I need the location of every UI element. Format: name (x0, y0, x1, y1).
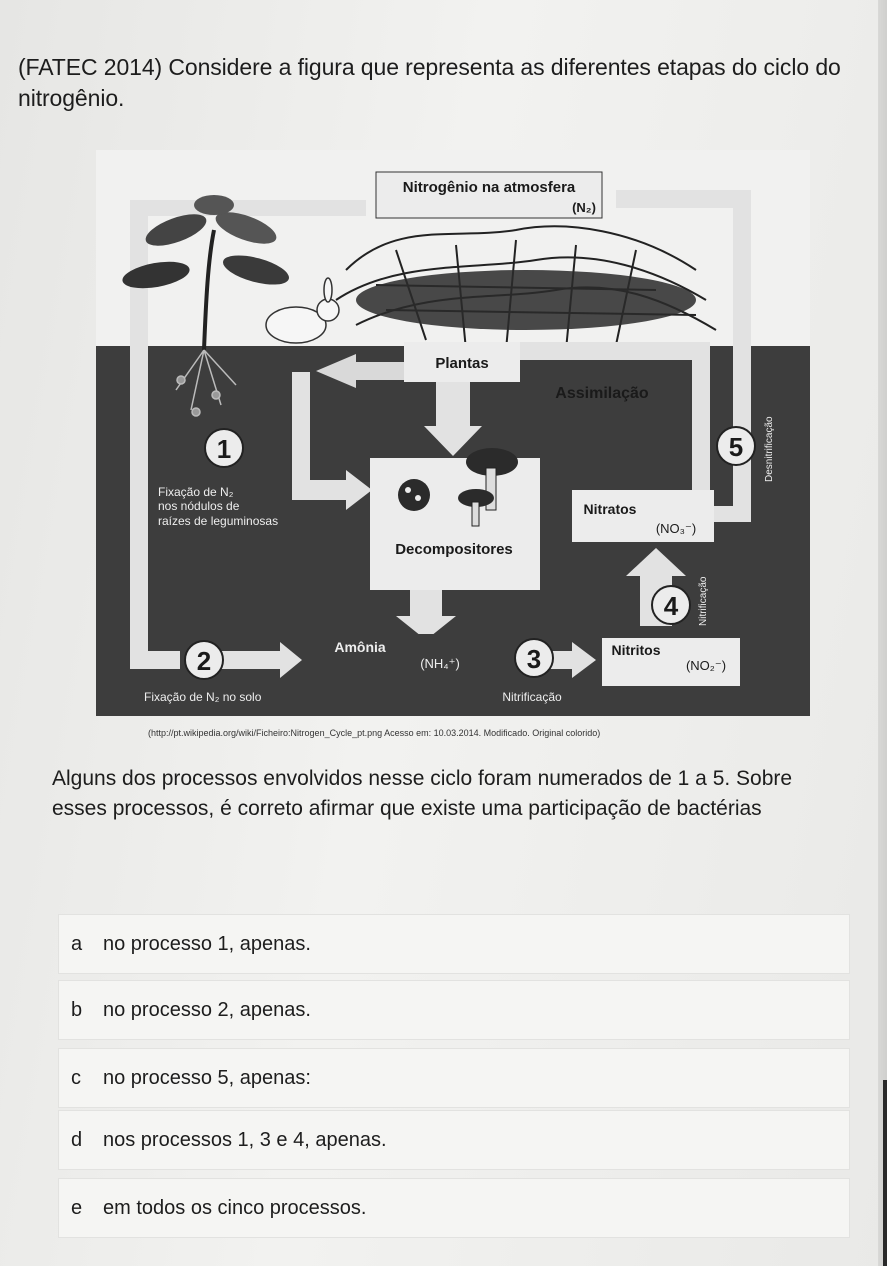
step-5-marker (717, 427, 755, 465)
fixation-nodules-line3: raízes de leguminosas (158, 514, 279, 528)
fixation-soil-label: Fixação de N₂ no solo (144, 690, 262, 704)
step-3-number: 3 (526, 644, 542, 674)
nitrates-formula: (NO₃⁻) (655, 521, 697, 536)
option-a-letter: a (71, 932, 83, 955)
option-a-text: no processo 1, apenas. (103, 932, 311, 955)
nitrification-bottom-label: Nitrificação (502, 690, 562, 704)
question-header: (FATEC 2014) Considere a figura que representa as diferentes etapas do ciclo do nitrogênio. (18, 54, 841, 111)
option-c[interactable] (58, 1048, 850, 1108)
atmosphere-title: Nitrogênio na atmosfera (402, 179, 576, 196)
option-b-text: no processo 2, apenas. (103, 998, 311, 1021)
option-c-letter: c (71, 1066, 81, 1089)
hay-texture (356, 270, 696, 330)
nitrification-side-label: Nitrificação (698, 576, 709, 626)
option-a[interactable] (58, 914, 850, 974)
option-b-letter: b (71, 998, 83, 1021)
option-c-text: no processo 5, apenas: (103, 1066, 311, 1089)
step-2-number: 2 (196, 646, 212, 676)
nitrates-label: Nitratos (583, 501, 637, 517)
plants-label: Plantas (435, 355, 489, 372)
page-edge-shadow (883, 1080, 887, 1266)
option-d[interactable] (58, 1110, 850, 1170)
fixation-nodules-line2: nos nódulos de (158, 499, 240, 513)
option-e[interactable] (58, 1178, 850, 1238)
question-prompt: Alguns dos processos envolvidos nesse ciclo foram numerados de 1 a 5. Sobre esses processos, é correto afirmar que existe uma participação de bactérias (52, 767, 793, 820)
denitrification-label: Desnitrificação (764, 416, 775, 482)
option-d-letter: d (71, 1128, 83, 1151)
page-edge (878, 0, 887, 1266)
fixation-nodules-line1: Fixação de N₂ (158, 485, 234, 499)
option-b[interactable] (58, 980, 850, 1040)
option-d-text: nos processos 1, 3 e 4, apenas. (103, 1128, 387, 1151)
assimilation-label: Assimilação (555, 385, 649, 402)
decomposers-box (370, 458, 540, 590)
step-3-marker (515, 639, 553, 677)
decomposers-label: Decompositores (395, 541, 513, 558)
step-1-marker (205, 429, 243, 467)
option-e-text: em todos os cinco processos. (103, 1196, 367, 1219)
atmosphere-formula: (N₂) (572, 200, 596, 215)
figure-credit: (http://pt.wikipedia.org/wiki/Ficheiro:Nitrogen_Cycle_pt.png Acesso em: 10.03.2014. Modificado. Original colorido) (148, 728, 601, 738)
step-1-number: 1 (216, 434, 232, 464)
step-4-number: 4 (663, 591, 679, 621)
nitrites-formula: (NO₂⁻) (685, 658, 727, 673)
nitrites-label: Nitritos (611, 642, 661, 658)
ammonia-formula: (NH₄⁺) (420, 656, 460, 671)
ammonia-label: Amônia (334, 639, 386, 655)
step-5-number: 5 (728, 432, 744, 462)
nitrogen-cycle-figure (96, 150, 810, 716)
option-e-letter: e (71, 1196, 83, 1219)
step-4-marker (652, 586, 690, 624)
step-2-marker (185, 641, 223, 679)
